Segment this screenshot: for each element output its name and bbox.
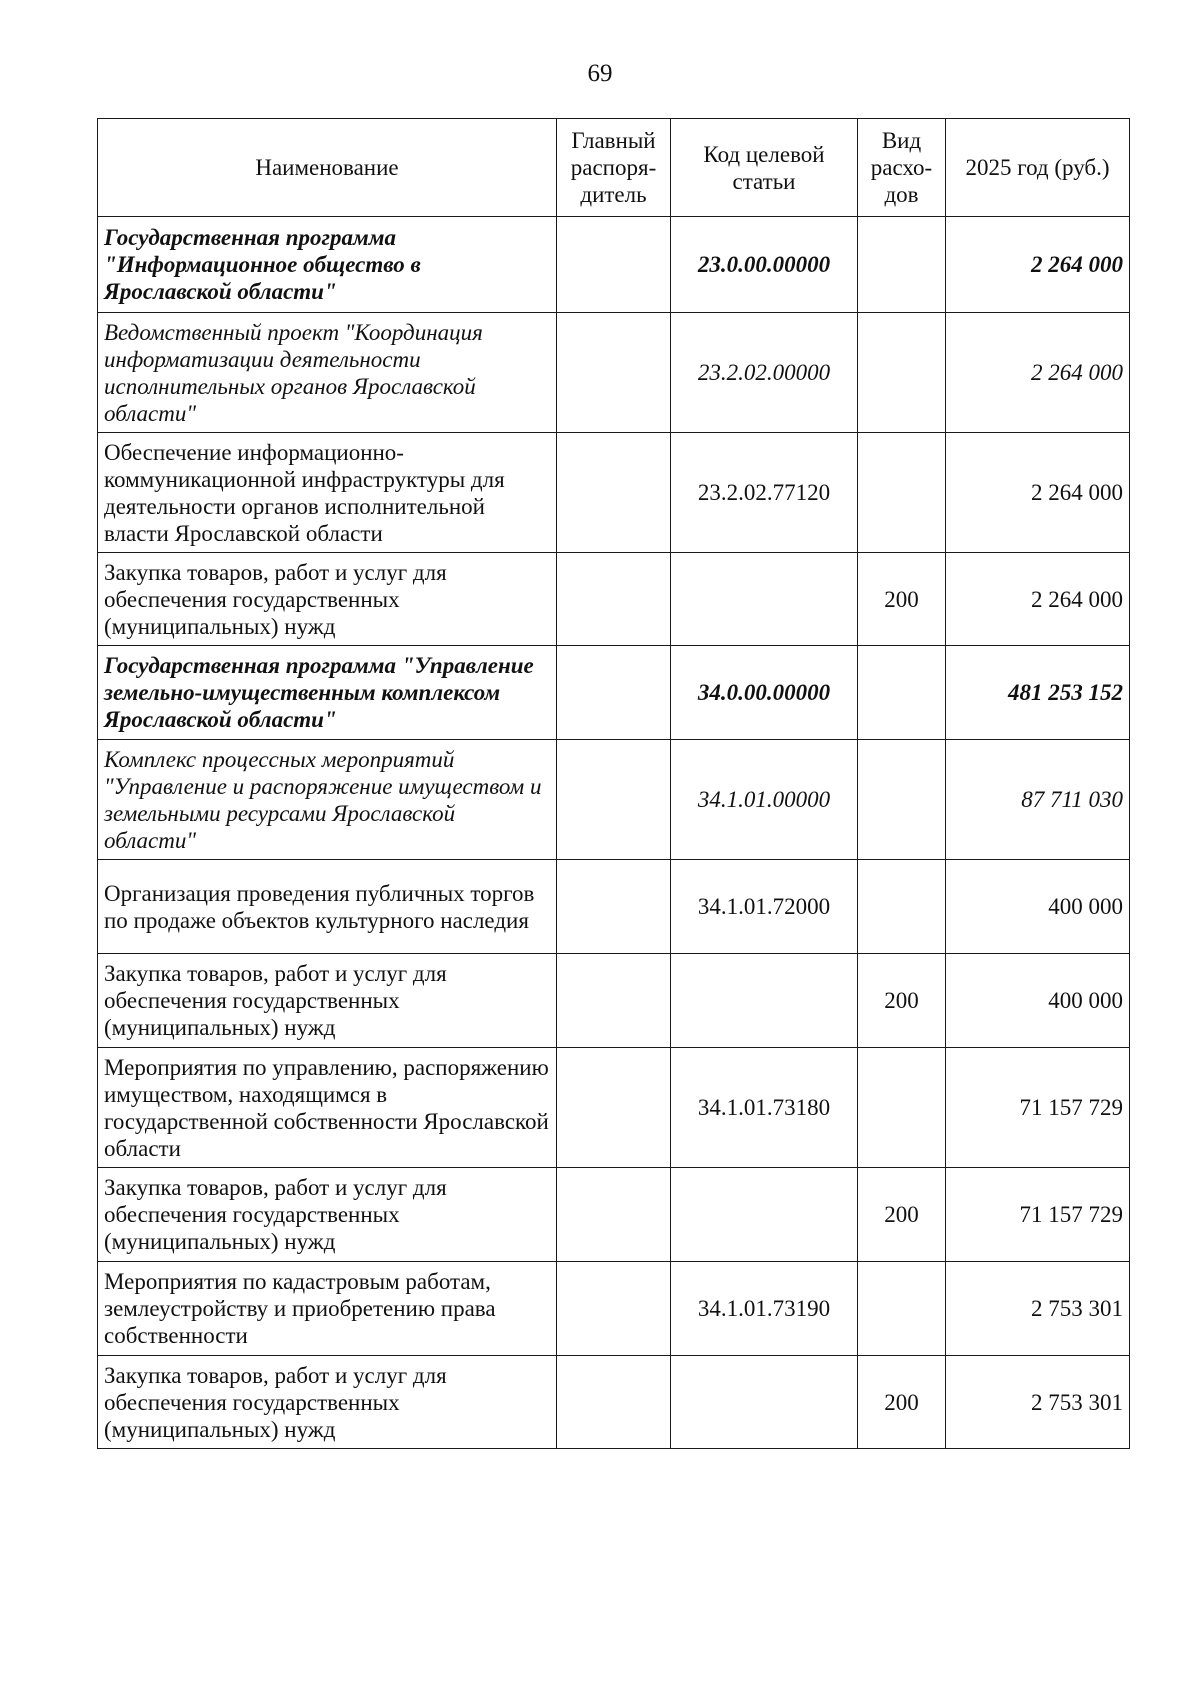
table-row [98, 217, 1130, 313]
name-cell: Государственная программа "Информационное общество в Ярославской области" [98, 217, 557, 313]
main-manager-cell [557, 860, 671, 954]
sum-cell: 2 264 000 [946, 313, 1130, 433]
table-row [98, 1356, 1130, 1449]
table-row [98, 740, 1130, 860]
target-code-cell [671, 553, 858, 646]
target-code-cell: 23.0.00.00000 [671, 217, 858, 313]
main-manager-cell [557, 1048, 671, 1168]
main-manager-cell [557, 433, 671, 553]
expense-kind-cell [858, 313, 946, 433]
main-manager-cell [557, 217, 671, 313]
target-code-cell: 23.2.02.00000 [671, 313, 858, 433]
table-row [98, 954, 1130, 1048]
expense-kind-cell [858, 740, 946, 860]
expense-kind-cell [858, 433, 946, 553]
sum-cell: 400 000 [946, 860, 1130, 954]
header-expense-kind: Вид расхо-дов [858, 119, 946, 217]
table-row [98, 860, 1130, 954]
main-manager-cell [557, 1262, 671, 1356]
expense-kind-cell: 200 [858, 954, 946, 1048]
name-cell: Организация проведения публичных торгов по продаже объектов культурного наследия [98, 860, 557, 954]
name-cell: Мероприятия по кадастровым работам, землеустройству и приобретению права собственности [98, 1262, 557, 1356]
table-row [98, 1048, 1130, 1168]
header-target-code: Код целевой статьи [671, 119, 858, 217]
name-cell: Ведомственный проект "Координация информатизации деятельности исполнительных органов Ярославской области" [98, 313, 557, 433]
table-row [98, 1168, 1130, 1262]
name-cell: Мероприятия по управлению, распоряжению имуществом, находящимся в государственной собственности Ярославской области [98, 1048, 557, 1168]
name-cell: Закупка товаров, работ и услуг для обеспечения государственных (муниципальных) нужд [98, 1356, 557, 1449]
name-cell: Обеспечение информационно-коммуникационной инфраструктуры для деятельности органов исполнительной власти Ярославской области [98, 433, 557, 553]
expense-kind-cell: 200 [858, 1168, 946, 1262]
sum-cell: 71 157 729 [946, 1168, 1130, 1262]
table-row [98, 646, 1130, 740]
expense-kind-cell [858, 1048, 946, 1168]
header-name: Наименование [98, 119, 557, 217]
sum-cell: 2 264 000 [946, 433, 1130, 553]
sum-cell: 87 711 030 [946, 740, 1130, 860]
target-code-cell: 34.1.01.73190 [671, 1262, 858, 1356]
sum-cell: 2 753 301 [946, 1262, 1130, 1356]
main-manager-cell [557, 1356, 671, 1449]
sum-cell: 2 264 000 [946, 217, 1130, 313]
name-cell: Закупка товаров, работ и услуг для обеспечения государственных (муниципальных) нужд [98, 954, 557, 1048]
expense-kind-cell [858, 1262, 946, 1356]
name-cell: Комплекс процессных мероприятий "Управление и распоряжение имуществом и земельными ресурсами Ярославской области" [98, 740, 557, 860]
expense-kind-cell: 200 [858, 553, 946, 646]
sum-cell: 2 753 301 [946, 1356, 1130, 1449]
header-year-sum: 2025 год (руб.) [946, 119, 1130, 217]
sum-cell: 400 000 [946, 954, 1130, 1048]
target-code-cell: 34.1.01.00000 [671, 740, 858, 860]
target-code-cell: 23.2.02.77120 [671, 433, 858, 553]
expense-kind-cell [858, 860, 946, 954]
sum-cell: 71 157 729 [946, 1048, 1130, 1168]
target-code-cell: 34.1.01.73180 [671, 1048, 858, 1168]
name-cell: Закупка товаров, работ и услуг для обеспечения государственных (муниципальных) нужд [98, 553, 557, 646]
main-manager-cell [557, 553, 671, 646]
expense-kind-cell: 200 [858, 1356, 946, 1449]
main-manager-cell [557, 646, 671, 740]
name-cell: Государственная программа "Управление земельно-имущественным комплексом Ярославской области" [98, 646, 557, 740]
main-manager-cell [557, 1168, 671, 1262]
target-code-cell: 34.0.00.00000 [671, 646, 858, 740]
main-manager-cell [557, 313, 671, 433]
table-row [98, 553, 1130, 646]
main-manager-cell [557, 740, 671, 860]
table-row [98, 313, 1130, 433]
table-header-row [98, 119, 1130, 217]
name-cell: Закупка товаров, работ и услуг для обеспечения государственных (муниципальных) нужд [98, 1168, 557, 1262]
sum-cell: 2 264 000 [946, 553, 1130, 646]
expense-kind-cell [858, 646, 946, 740]
budget-table [97, 118, 1130, 1449]
page-number: 69 [587, 60, 613, 87]
table-body [98, 217, 1130, 1449]
target-code-cell: 34.1.01.72000 [671, 860, 858, 954]
header-main-manager: Главный распоря-дитель [557, 119, 671, 217]
main-manager-cell [557, 954, 671, 1048]
sum-cell: 481 253 152 [946, 646, 1130, 740]
target-code-cell [671, 1168, 858, 1262]
table-row [98, 1262, 1130, 1356]
table-row [98, 433, 1130, 553]
expense-kind-cell [858, 217, 946, 313]
target-code-cell [671, 954, 858, 1048]
target-code-cell [671, 1356, 858, 1449]
